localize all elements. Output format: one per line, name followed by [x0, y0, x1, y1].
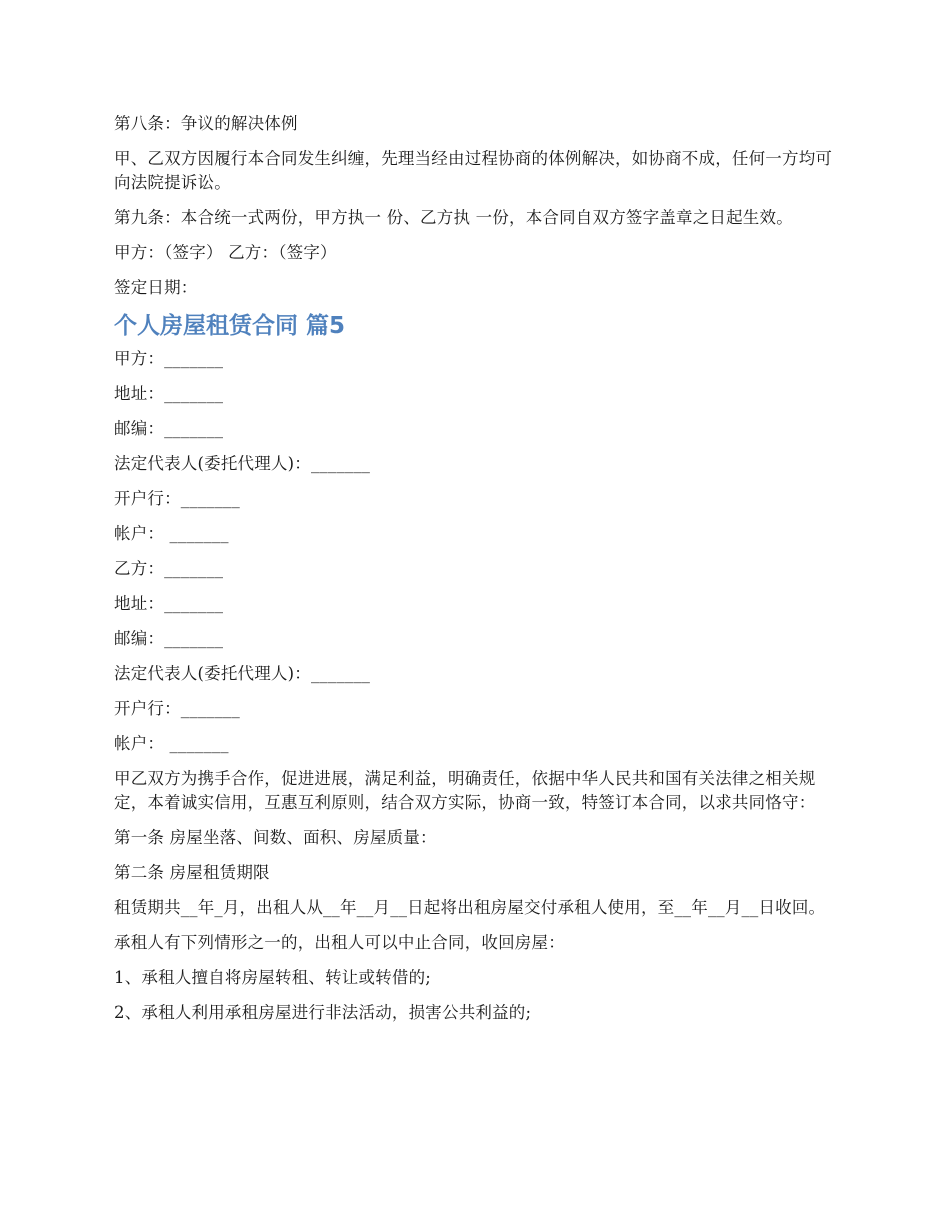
party-b-account: 帐户： _______ [114, 734, 229, 753]
article-2-title: 第二条 房屋租赁期限 [114, 863, 270, 882]
party-a-bank: 开户行：_______ [114, 489, 240, 508]
party-b-address: 地址：_______ [114, 594, 224, 613]
article-9-text: 第九条：本合统一式两份，甲方执一 份、乙方执 一份，本合同自双方签字盖章之日起生效。 [114, 208, 793, 227]
party-b-representative: 法定代表人(委托代理人)：_______ [114, 664, 371, 683]
party-b-bank: 开户行：_______ [114, 699, 240, 718]
termination-conditions: 承租人有下列情形之一的，出租人可以中止合同，收回房屋： [114, 933, 565, 952]
party-a-name: 甲方：_______ [114, 349, 224, 368]
signing-date: 签定日期： [114, 278, 198, 297]
party-b-postcode: 邮编：_______ [114, 629, 224, 648]
article-8-title: 第八条：争议的解决体例 [114, 114, 298, 133]
document-page [114, 112, 838, 1036]
section-heading: 个人房屋租赁合同 篇5 [114, 313, 346, 339]
party-a-account: 帐户： _______ [114, 524, 229, 543]
party-a-address: 地址：_______ [114, 384, 224, 403]
condition-item-1: 1、承租人擅自将房屋转租、转让或转借的; [114, 968, 432, 987]
lease-term-text: 租赁期共__年_月，出租人从__年__月__日起将出租房屋交付承租人使用，至__年__月__日收回。 [114, 898, 826, 917]
party-a-representative: 法定代表人(委托代理人)：_______ [114, 454, 371, 473]
signature-line: 甲方：（签字） 乙方：（签字） [114, 243, 337, 262]
condition-item-2: 2、承租人利用承租房屋进行非法活动，损害公共利益的; [114, 1003, 532, 1022]
party-a-postcode: 邮编：_______ [114, 419, 224, 438]
article-8-text: 甲、乙双方因履行本合同发生纠缠，先理当经由过程协商的体例解决，如协商不成，任何一方均可向法院提诉讼。 [114, 149, 833, 192]
party-b-name: 乙方：_______ [114, 559, 224, 578]
article-1-title: 第一条 房屋坐落、间数、面积、房屋质量： [114, 828, 437, 847]
preamble-text: 甲乙双方为携手合作，促进进展，满足利益，明确责任，依据中华人民共和国有关法律之相关规定，本着诚实信用，互惠互利原则，结合双方实际，协商一致，特签订本合同，以求共同恪守： [114, 769, 816, 812]
